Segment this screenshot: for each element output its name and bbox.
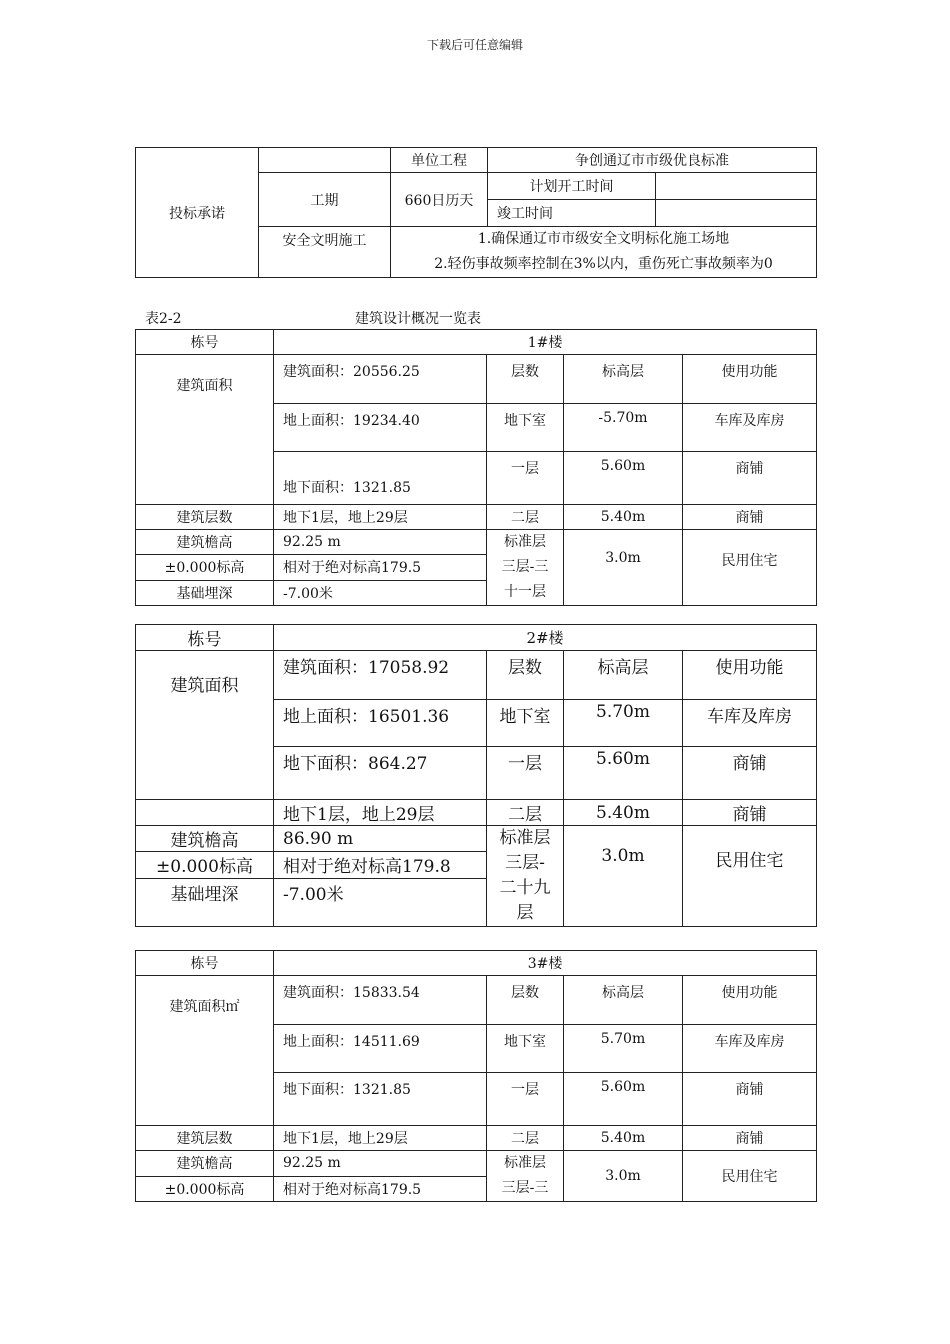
col-use: 使用功能 — [683, 976, 817, 1025]
commitment-label: 投标承诺 — [136, 148, 259, 278]
safety-goal-2: 2.轻伤事故频率控制在3%以内，重伤死亡事故频率为0 — [434, 256, 773, 272]
use-basement: 车库及库房 — [683, 700, 817, 747]
zero-elev-value: 相对于绝对标高179.5 — [274, 555, 487, 580]
floor-basement: 地下室 — [487, 1025, 564, 1073]
elev-2: 5.40m — [564, 800, 683, 826]
building-name: 2#楼 — [274, 625, 817, 651]
use-basement: 车库及库房 — [683, 404, 817, 452]
eave-value: 92.25 m — [274, 530, 487, 555]
below-area: 地下面积：1321.85 — [274, 1073, 487, 1126]
blank-cell — [259, 148, 391, 173]
eave-value: 86.90 m — [274, 826, 487, 852]
use-2: 商铺 — [683, 1126, 817, 1151]
completion-value — [656, 200, 817, 227]
elev-standard: 3.0m — [564, 1151, 683, 1202]
col-floors: 层数 — [487, 355, 564, 404]
elev-basement: -5.70m — [564, 404, 683, 452]
floor-standard — [487, 530, 564, 606]
depth-value: -7.00米 — [274, 878, 487, 927]
safety-goal-1: 1.确保通辽市市级安全文明标化施工场地 — [477, 231, 730, 247]
col-elevation: 标高层 — [564, 651, 683, 700]
building-table-2 — [135, 624, 817, 927]
building-label: 栋号 — [136, 330, 274, 355]
table-number: 表2-2 — [145, 311, 182, 327]
floor-1: 一层 — [487, 747, 564, 800]
elev-2: 5.40m — [564, 505, 683, 530]
total-area: 建筑面积：15833.54 — [274, 976, 487, 1025]
use-2: 商铺 — [683, 505, 817, 530]
levels-label — [136, 800, 274, 826]
col-elevation: 标高层 — [564, 976, 683, 1025]
col-use: 使用功能 — [683, 651, 817, 700]
elev-standard: 3.0m — [564, 826, 683, 927]
floor-standard-line: 三层- — [505, 853, 545, 873]
use-1: 商铺 — [683, 1073, 817, 1126]
floor-2: 二层 — [487, 505, 564, 530]
floor-2: 二层 — [487, 1126, 564, 1151]
levels-value: 地下1层，地上29层 — [274, 800, 487, 826]
floor-2: 二层 — [487, 800, 564, 826]
col-floors: 层数 — [487, 976, 564, 1025]
floor-standard-line: 十一层 — [504, 584, 546, 600]
zero-elev-value: 相对于绝对标高179.8 — [274, 852, 487, 878]
total-area: 建筑面积：17058.92 — [274, 651, 487, 700]
area-label: 建筑面积 — [136, 651, 274, 800]
building-name: 1#楼 — [274, 330, 817, 355]
area-label: 建筑面积 — [136, 355, 274, 505]
floor-standard-line: 二十九 — [499, 878, 551, 898]
eave-label: 建筑檐高 — [136, 530, 274, 555]
floor-standard-line: 三层-三 — [501, 1180, 549, 1196]
use-1: 商铺 — [683, 452, 817, 505]
eave-value: 92.25 m — [274, 1151, 487, 1177]
building-label: 栋号 — [136, 951, 274, 976]
floor-basement: 地下室 — [487, 700, 564, 747]
use-basement: 车库及库房 — [683, 1025, 817, 1073]
building-table-1 — [135, 329, 817, 606]
elev-1: 5.60m — [564, 747, 683, 800]
elev-1: 5.60m — [564, 452, 683, 505]
col-use: 使用功能 — [683, 355, 817, 404]
floor-standard-line: 标准层 — [504, 534, 546, 550]
page-header: 下载后可任意编辑 — [426, 38, 523, 52]
zero-elev-label: ±0.000标高 — [136, 1176, 274, 1202]
commitment-table — [135, 147, 817, 278]
elev-basement: 5.70m — [564, 1025, 683, 1073]
building-table-3 — [135, 950, 817, 1202]
col-floors: 层数 — [487, 651, 564, 700]
area-label: 建筑面积㎡ — [136, 976, 274, 1126]
floor-basement: 地下室 — [487, 404, 564, 452]
total-area: 建筑面积：20556.25 — [274, 355, 487, 404]
use-standard: 民用住宅 — [683, 530, 817, 606]
eave-label: 建筑檐高 — [136, 1151, 274, 1177]
floor-standard-line: 层 — [516, 903, 534, 923]
levels-label: 建筑层数 — [136, 1126, 274, 1151]
elev-standard: 3.0m — [564, 530, 683, 606]
floor-standard — [487, 1151, 564, 1202]
levels-value: 地下1层，地上29层 — [274, 505, 487, 530]
unit-project-label: 单位工程 — [391, 148, 488, 173]
period-value: 660日历天 — [391, 173, 488, 227]
floor-1: 一层 — [487, 452, 564, 505]
planned-start-value — [656, 173, 817, 200]
use-2: 商铺 — [683, 800, 817, 826]
zero-elev-value: 相对于绝对标高179.5 — [274, 1176, 487, 1202]
eave-label: 建筑檐高 — [136, 826, 274, 852]
elev-2: 5.40m — [564, 1126, 683, 1151]
floor-standard-line: 标准层 — [504, 1155, 546, 1171]
depth-label: 基础埋深 — [136, 580, 274, 605]
floor-standard-line: 标准层 — [499, 828, 551, 848]
above-area: 地上面积：14511.69 — [274, 1025, 487, 1073]
above-area: 地上面积：19234.40 — [274, 404, 487, 452]
table-title: 建筑设计概况一览表 — [355, 311, 481, 327]
safety-label: 安全文明施工 — [259, 227, 391, 278]
levels-label: 建筑层数 — [136, 505, 274, 530]
col-elevation: 标高层 — [564, 355, 683, 404]
quality-goal: 争创通辽市市级优良标准 — [488, 148, 817, 173]
safety-goals — [391, 227, 817, 278]
depth-label: 基础埋深 — [136, 878, 274, 927]
building-name: 3#楼 — [274, 951, 817, 976]
below-area: 地下面积：1321.85 — [274, 452, 487, 505]
levels-value: 地下1层，地上29层 — [274, 1126, 487, 1151]
period-label: 工期 — [259, 173, 391, 227]
floor-1: 一层 — [487, 1073, 564, 1126]
above-area: 地上面积：16501.36 — [274, 700, 487, 747]
zero-elev-label: ±0.000标高 — [136, 852, 274, 878]
depth-value: -7.00米 — [274, 580, 487, 605]
use-1: 商铺 — [683, 747, 817, 800]
completion-label: 竣工时间 — [488, 200, 656, 227]
building-label: 栋号 — [136, 625, 274, 651]
use-standard: 民用住宅 — [683, 1151, 817, 1202]
elev-basement: 5.70m — [564, 700, 683, 747]
elev-1: 5.60m — [564, 1073, 683, 1126]
planned-start-label: 计划开工时间 — [488, 173, 656, 200]
below-area: 地下面积：864.27 — [274, 747, 487, 800]
floor-standard — [487, 826, 564, 927]
floor-standard-line: 三层-三 — [501, 559, 549, 575]
use-standard: 民用住宅 — [683, 826, 817, 927]
zero-elev-label: ±0.000标高 — [136, 555, 274, 580]
